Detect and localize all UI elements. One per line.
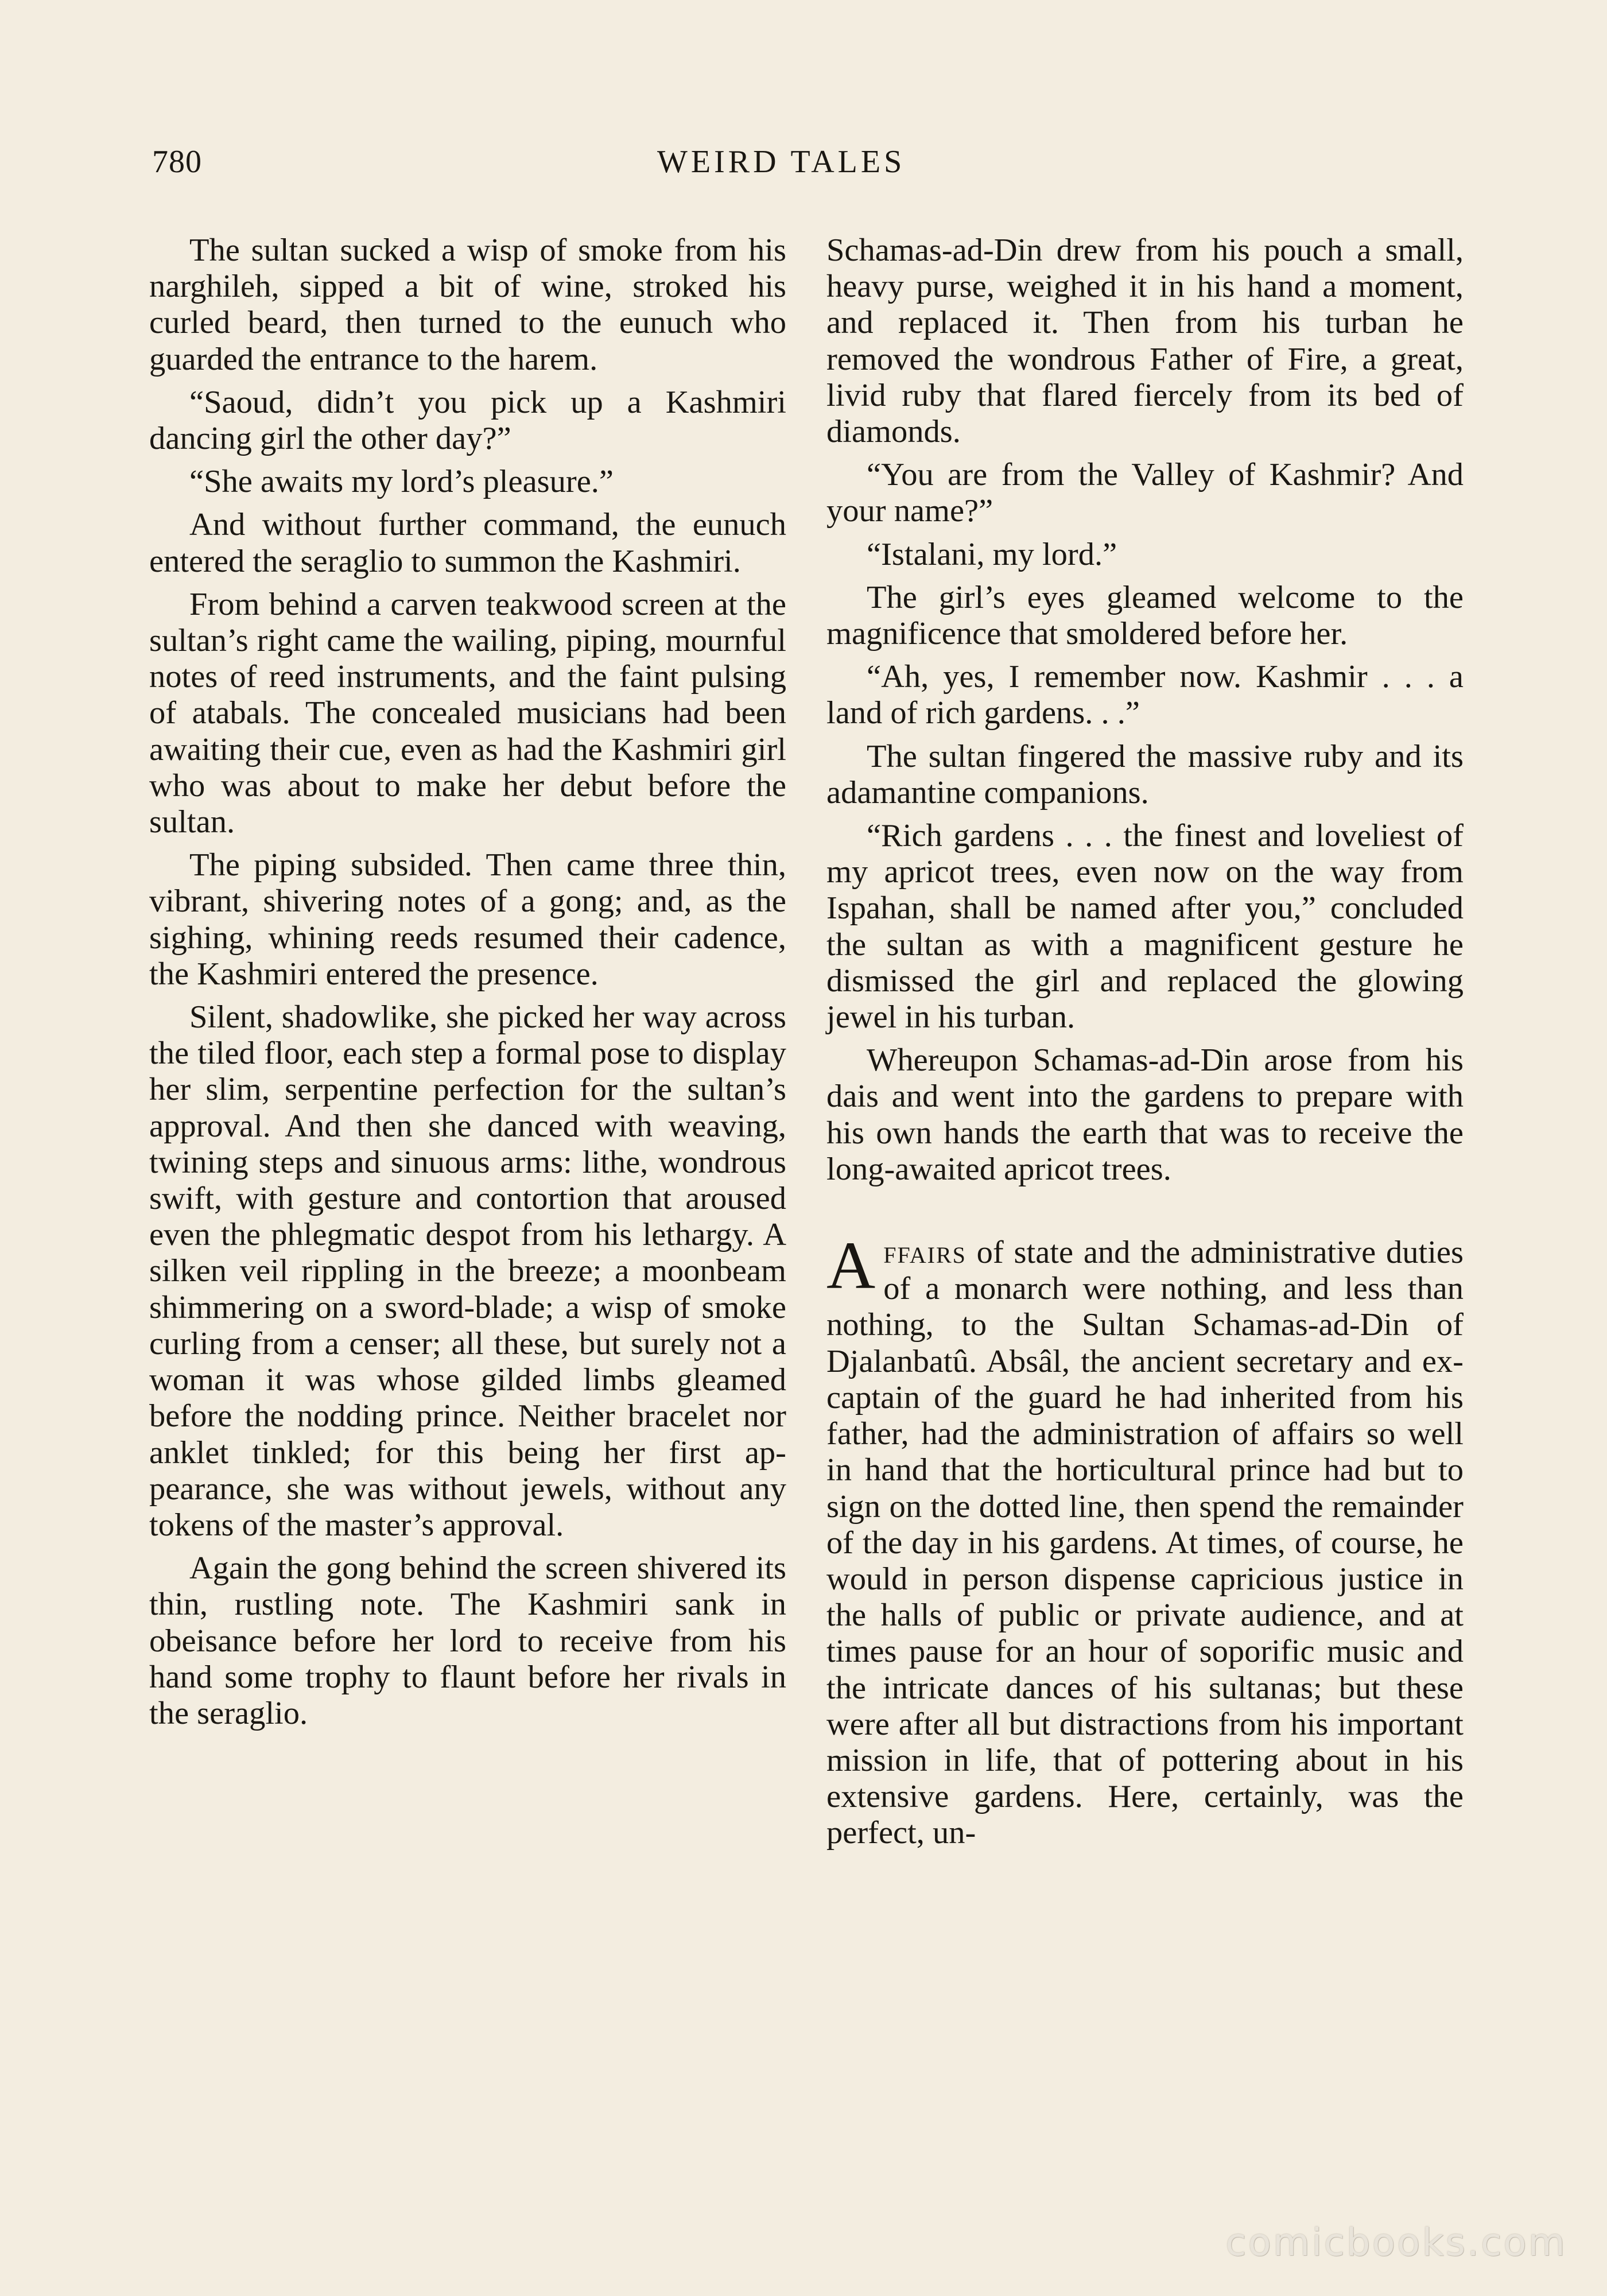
watermark: comicbooks.com bbox=[1225, 2220, 1567, 2264]
right-column bbox=[826, 232, 1464, 1859]
section-body: of state and the administrative duties of a monarch were nothing, and less than nothing, to the Sultan Schamas-ad-Din of Djalanbatû. Absâl, the ancient secretary and ex-captain of the guard he had inherited from his father, had the administration of affairs so well in hand that the horticultural prince had but to sign on the dotted line, then spend the remainder of the day in his gardens. At times, of course, he would in person dispense capricious justice in the halls of public or private audience, and at times pause for an hour of soporific music and the intricate dances of his sultanas; but these were after all but distractions from his important mission in life, that of pottering about in his extensive gardens. Here, certainly, was the perfect, un- bbox=[826, 1235, 1464, 1851]
section-opening-paragraph bbox=[826, 1228, 1464, 1851]
running-title: WEIRD TALES bbox=[657, 144, 906, 180]
paragraph: The sultan fingered the massive ruby and its adamantine companions. bbox=[826, 738, 1464, 810]
paragraph: Whereupon Schamas-ad-Din arose from his dais and went into the gardens to prepare with his own hands the earth that was to receive the long-awaited apricot trees. bbox=[826, 1042, 1464, 1187]
page-header bbox=[152, 144, 1461, 189]
paragraph: Silent, shadowlike, she picked her way across the tiled floor, each step a formal pose to display her slim, serpentine perfection for the sultan’s approval. And then she danced with weaving, twining steps and sinuous arms: lithe, wondrous swift, with gesture and contortion that aroused even the phlegmatic despot from his lethargy. A silken veil rippling in the breeze; a moonbeam shimmering on a sword-blade; a wisp of smoke curling from a censer; all these, but surely not a woman it was whose gilded limbs gleamed before the nodding prince. Neither bracelet nor anklet tinkled; for this being her first appearance, she was without jewels, without any tokens of the master’s approval. bbox=[149, 999, 786, 1543]
lead-smallcaps: ffairs bbox=[883, 1235, 966, 1271]
left-column bbox=[149, 232, 786, 1739]
paragraph: “She awaits my lord’s pleasure.” bbox=[189, 464, 614, 500]
paragraph: “You are from the Valley of Kashmir? And your name?” bbox=[826, 457, 1464, 529]
paragraph: “Istalani, my lord.” bbox=[867, 536, 1117, 572]
drop-cap: A bbox=[826, 1228, 876, 1304]
paragraph: Schamas-ad-Din drew from his pouch a small, heavy purse, weighed it in his hand a moment, and replaced it. Then from his turban he removed the wondrous Father of Fire, a great, livid ruby that flared fiercely from its bed of diamonds. bbox=[826, 232, 1464, 450]
paragraph: From behind a carven teakwood screen at the sultan’s right came the wailing, piping, mournful notes of reed instruments, and the faint pulsing of atabals. The concealed musicians had been awaiting their cue, even as had the Kashmiri girl who was about to make her debut before the sultan. bbox=[149, 586, 786, 840]
paragraph: “Rich gardens . . . the finest and loveliest of my apricot trees, even now on the way from Ispahan, shall be named after you,” concluded the sultan as with a magnificent gesture he dismissed the girl and replaced the glowing jewel in his turban. bbox=[826, 818, 1464, 1035]
page-number: 780 bbox=[152, 144, 202, 180]
paragraph: And without further command, the eunuch entered the seraglio to summon the Kashmiri. bbox=[149, 507, 786, 579]
paragraph: “Ah, yes, I remember now. Kashmir . . . a land of rich gardens. . .” bbox=[826, 659, 1464, 731]
paragraph: The girl’s eyes gleamed welcome to the magnificence that smoldered before her. bbox=[826, 579, 1464, 652]
section-break bbox=[826, 1194, 1464, 1235]
paragraph: Again the gong behind the screen shivered its thin, rustling note. The Kashmiri sank in obeisance before her lord to receive from his hand some trophy to flaunt before her rivals in the seraglio. bbox=[149, 1550, 786, 1731]
paragraph: The piping subsided. Then came three thin, vibrant, shivering notes of a gong; and, as the sighing, whining reeds resumed their cadence, the Kashmiri entered the presence. bbox=[149, 847, 786, 992]
paragraph: The sultan sucked a wisp of smoke from his narghileh, sipped a bit of wine, stroked his curled beard, then turned to the eunuch who guarded the entrance to the harem. bbox=[149, 232, 786, 377]
paragraph: “Saoud, didn’t you pick up a Kashmiri dancing girl the other day?” bbox=[149, 384, 786, 457]
